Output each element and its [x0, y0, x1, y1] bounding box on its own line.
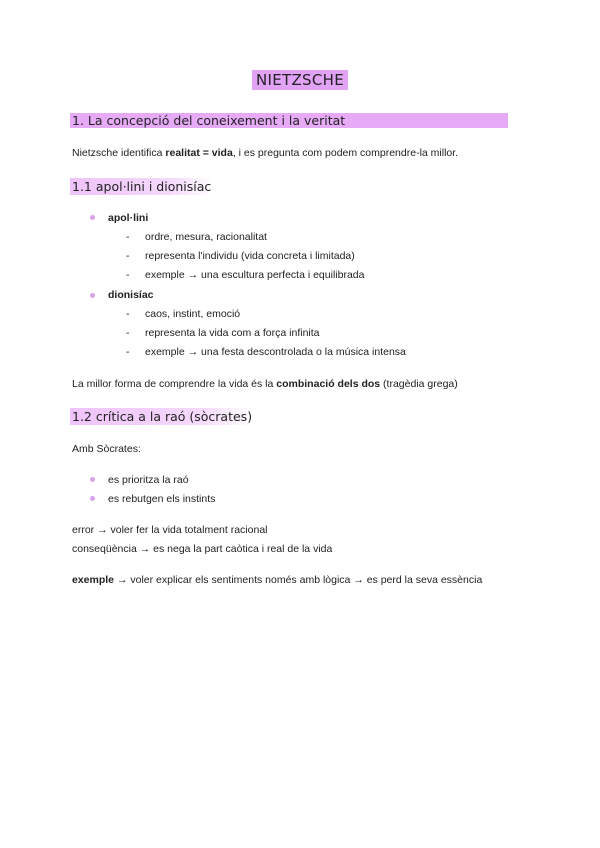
- dionisiac-label: [108, 288, 154, 302]
- conclusion-text-bold: combinació dels dos: [276, 378, 381, 390]
- document-title: [0, 70, 600, 90]
- dionisiac-item: exemple → una festa descontrolada o la música intensa: [145, 346, 406, 358]
- example-label: exemple: [72, 574, 115, 586]
- intro-text-bold: realitat = vida: [165, 147, 233, 159]
- example-line: [72, 573, 482, 587]
- apollini-item: exemple → una escultura perfecta i equilibrada: [145, 269, 365, 281]
- dionisiac-label-text: dionisíac: [108, 289, 154, 301]
- section-1-intro: [72, 146, 458, 160]
- intro-text-pre: Nietzsche identifica: [72, 147, 166, 159]
- intro-text-post: , i es pregunta com podem comprendre-la millor.: [232, 147, 459, 159]
- bullet-icon: [90, 496, 95, 501]
- bullet-icon: [90, 215, 95, 220]
- section-1-1-conclusion: [72, 377, 458, 391]
- dash-marker: -: [126, 231, 130, 243]
- dash-marker: -: [126, 308, 130, 320]
- apollini-label: [108, 211, 148, 225]
- section-1-2-intro: Amb Sòcrates:: [72, 443, 141, 455]
- section-1-heading: 1. La concepció del coneixement i la veritat: [70, 113, 508, 128]
- section-1-1-heading: 1.1 apol·lini i dionisíac: [72, 179, 212, 194]
- dash-marker: -: [126, 269, 130, 281]
- dash-marker: -: [126, 346, 130, 358]
- example-text: → voler explicar els sentiments només amb lògica → es perd la seva essència: [114, 574, 483, 586]
- dash-marker: -: [126, 250, 130, 262]
- dash-marker: -: [126, 327, 130, 339]
- bullet-icon: [90, 293, 95, 298]
- conclusion-text-post: (tragèdia grega): [380, 378, 458, 390]
- dionisiac-item: caos, instint, emoció: [145, 308, 241, 320]
- dionisiac-item: representa la vida com a força infinita: [145, 327, 320, 339]
- document-title-text: NIETZSCHE: [252, 70, 348, 90]
- conclusion-text-pre: La millor forma de comprendre la vida és la: [72, 378, 277, 390]
- apollini-item: ordre, mesura, racionalitat: [145, 231, 267, 243]
- socrates-bullet: es rebutgen els instints: [108, 493, 216, 505]
- bullet-icon: [90, 477, 95, 482]
- apollini-item: representa l'individu (vida concreta i limitada): [145, 250, 355, 262]
- apollini-label-text: apol·lini: [108, 212, 149, 224]
- error-line: error → voler fer la vida totalment racional: [72, 524, 268, 536]
- section-1-2-heading: 1.2 crítica a la raó (sòcrates): [72, 409, 253, 424]
- consequence-line: conseqüència → es nega la part caòtica i real de la vida: [72, 543, 333, 555]
- socrates-bullet: es prioritza la raó: [108, 474, 189, 486]
